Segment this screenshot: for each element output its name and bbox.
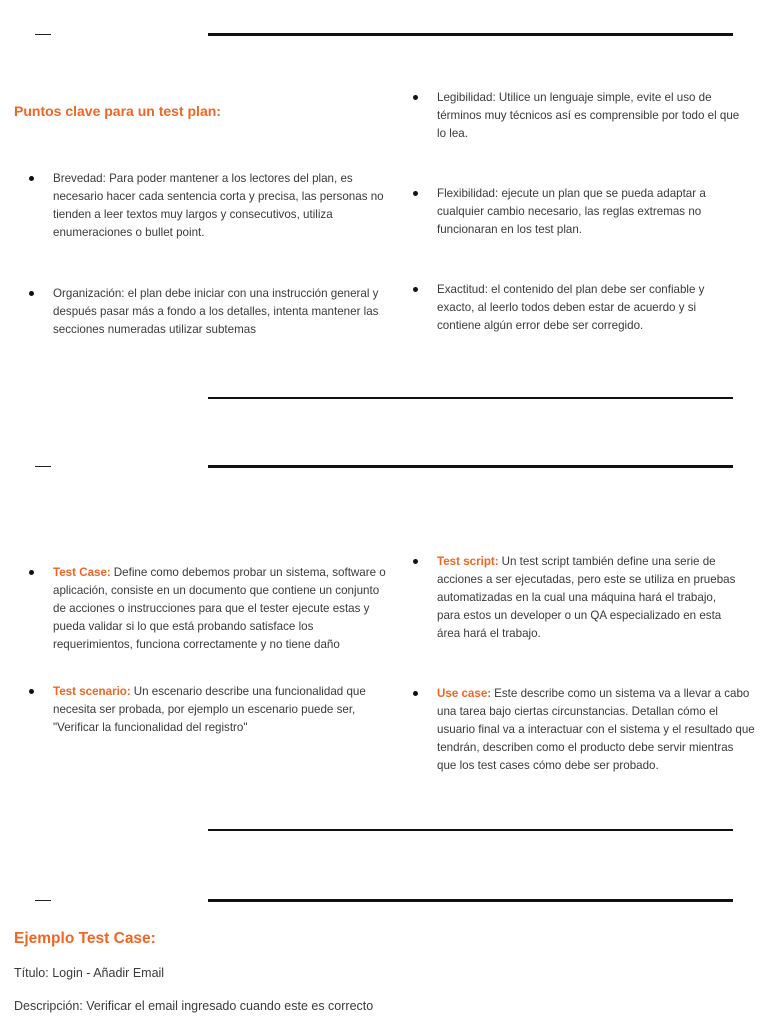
- term-label: Test Case:: [53, 566, 111, 579]
- test-case-description-line: Descripción: Verificar el email ingresado cuando este es correcto: [14, 999, 374, 1013]
- list-item: [53, 170, 393, 242]
- bullet-icon: [29, 570, 34, 575]
- item-text: Flexibilidad: ejecute un plan que se pueda adaptar a cualquier cambio necesario, las reglas extremas no funcionaran en los test plan.: [437, 187, 706, 236]
- list-item: [437, 185, 737, 239]
- bullet-icon: [29, 176, 34, 181]
- top-divider: [208, 33, 733, 36]
- item-text: Un escenario describe una funcionalidad que necesita ser probada, por ejemplo un escenario puede ser, "Verificar la funcionalidad del registro": [53, 685, 366, 734]
- section-title: Puntos clave para un test plan:: [14, 103, 221, 119]
- bottom-divider: [208, 397, 733, 399]
- list-item: [53, 683, 393, 737]
- bullet-icon: [29, 291, 34, 296]
- bullet-icon: [413, 691, 418, 696]
- slide-marker: [35, 900, 51, 901]
- bottom-divider: [208, 829, 733, 831]
- item-text: Legibilidad: Utilice un lenguaje simple, evite el uso de términos muy técnicos así es comprensible por todo el que lo lea.: [437, 91, 740, 140]
- top-divider: [208, 899, 733, 902]
- item-text: Exactitud: el contenido del plan debe ser confiable y exacto, al leerlo todos deben estar de acuerdo y si contiene algún error debe ser corregido.: [437, 283, 705, 332]
- item-text: Brevedad: Para poder mantener a los lectores del plan, es necesario hacer cada sentencia corta y precisa, las personas no tienden a leer textos muy largos y consecutivos, utiliza enumeraciones o bullet point.: [53, 172, 384, 239]
- term-label: Test scenario:: [53, 685, 131, 698]
- slide-marker: [35, 34, 51, 35]
- section-title: Ejemplo Test Case:: [14, 930, 156, 947]
- bullet-icon: [413, 95, 418, 100]
- term-label: Test script:: [437, 555, 499, 568]
- bullet-icon: [29, 689, 34, 694]
- bullet-icon: [413, 559, 418, 564]
- list-item: [437, 89, 747, 143]
- item-text: Este describe como un sistema va a llevar a cabo una tarea bajo ciertas circunstancias. Detallan cómo el usuario final va a interactuar con el sistema y el resultado que tendrán, describen como el producto debe servir mientras que los test cases cómo debe ser probado.: [437, 687, 755, 772]
- term-label: Use case:: [437, 687, 492, 700]
- item-text: Un test script también define una serie de acciones a ser ejecutadas, pero este se utiliza en pruebas automatizadas en la cual una máquina hará el trabajo, para estos un developer o un QA especializado en esta área hará el trabajo.: [437, 555, 736, 640]
- top-divider: [208, 465, 733, 468]
- slide-marker: [35, 466, 51, 467]
- test-case-title-line: Título: Login - Añadir Email: [14, 966, 165, 980]
- list-item: [437, 685, 755, 775]
- list-item: [53, 564, 393, 654]
- list-item: [53, 285, 393, 339]
- list-item: [437, 281, 737, 335]
- item-text: Organización: el plan debe iniciar con una instrucción general y después pasar más a fondo a los detalles, intenta mantener las secciones numeradas utilizar subtemas: [53, 287, 379, 336]
- list-item: [437, 553, 742, 643]
- item-text: Define como debemos probar un sistema, software o aplicación, consiste en un documento que contiene un conjunto de acciones o instrucciones para que el tester ejecute estas y pueda validar si lo que está probando satisface los requerimientos, funciona correctamente y no tiene daño: [53, 566, 386, 651]
- bullet-icon: [413, 287, 418, 292]
- bullet-icon: [413, 191, 418, 196]
